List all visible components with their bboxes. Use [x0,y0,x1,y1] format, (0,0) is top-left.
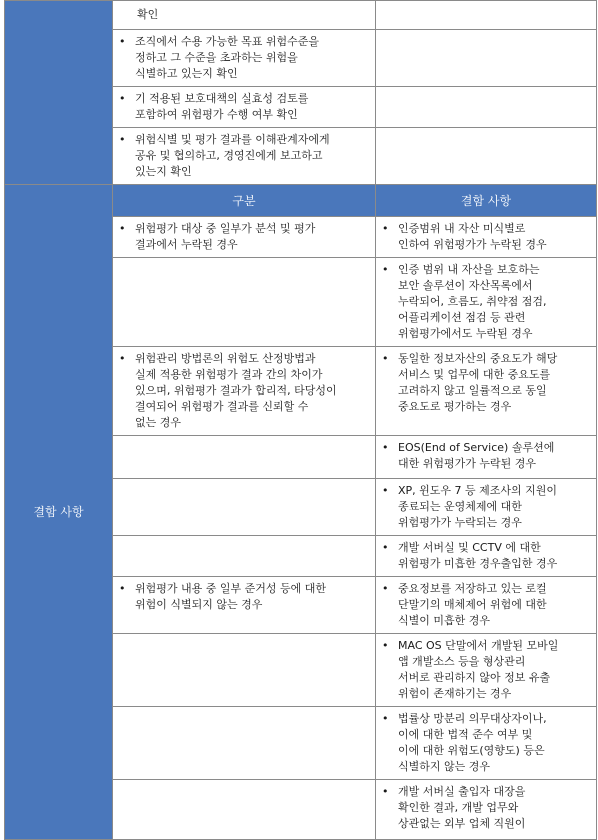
category-cell [113,536,376,577]
category-cell: • 위험평가 대상 중 일부가 분석 및 평가 결과에서 누락된 경우 [113,217,376,258]
defect-cell: • XP, 윈도우 7 등 제조사의 지원이 종료되는 운영체제에 대한 위험평가가 누락되는 경우 [376,479,597,536]
check-item: 확인 [113,1,376,30]
table-header-row [5,185,597,217]
defect-cell: • 법률상 망분리 의무대상자이나, 이에 대한 법적 준수 여부 및 이에 대한 위험도(영향도) 등은 식별하지 않는 경우 [376,707,597,780]
check-item-note [376,128,597,185]
defect-cell: • 인증범위 내 자산 미식별로 인하여 위험평가가 누락된 경우 [376,217,597,258]
defect-cell: • 개발 서버실 출입자 대장을 확인한 결과, 개발 업무와 상관없는 외부 업체 직원이 [376,780,597,840]
category-cell [113,436,376,479]
defects-side-label: 결함 사항 [5,185,113,840]
defect-cell: • 인증 범위 내 자산을 보호하는 보안 솔루션이 자산목록에서 누락되어, 흐름도, 취약점 점검, 어플리케이션 점검 등 관련 위험평가에서도 누락된 경우 [376,258,597,347]
side-label-top [5,1,113,185]
defect-cell: • 동일한 정보자산의 중요도가 해당 서비스 및 업무에 대한 중요도를 고려하지 않고 일률적으로 동일 중요도로 평가하는 경우 [376,347,597,436]
category-cell [113,634,376,707]
check-item-note [376,1,597,30]
header-defects: 결함 사항 [376,185,597,217]
category-cell: • 위험관리 방법론의 위험도 산정방법과 실제 적용한 위험평가 결과 간의 차이가 있으며, 위험평가 결과가 합리적, 타당성이 결여되어 위험평가 결과를 신뢰할 수 없는 경우 [113,347,376,436]
category-cell [113,707,376,780]
check-item: • 위험식별 및 평가 결과를 이해관계자에게 공유 및 협의하고, 경영진에게 보고하고 있는지 확인 [113,128,376,185]
defect-cell: • 개발 서버실 및 CCTV 에 대한 위험평가 미흡한 경우출입한 경우 [376,536,597,577]
check-item-note [376,87,597,128]
defect-cell: • EOS(End of Service) 솔루션에 대한 위험평가가 누락된 경우 [376,436,597,479]
category-cell: • 위험평가 내용 중 일부 준거성 등에 대한 위험이 식별되지 않는 경우 [113,577,376,634]
category-cell [113,479,376,536]
check-item: • 기 적용된 보호대책의 실효성 검토를 포함하여 위험평가 수행 여부 확인 [113,87,376,128]
header-category: 구분 [113,185,376,217]
defect-cell: • MAC OS 단말에서 개발된 모바일 앱 개발소스 등을 형상관리 서버로 관리하지 않아 정보 유출 위험이 존재하기는 경우 [376,634,597,707]
defect-cell: • 중요정보를 저장하고 있는 로컬 단말기의 매체제어 위험에 대한 식별이 미흡한 경우 [376,577,597,634]
category-cell [113,258,376,347]
check-item: • 조직에서 수용 가능한 목표 위험수준을 정하고 그 수준을 초과하는 위험을 식별하고 있는지 확인 [113,30,376,87]
table-row [5,1,597,30]
check-item-note [376,30,597,87]
category-cell [113,780,376,840]
criteria-table [4,0,597,840]
